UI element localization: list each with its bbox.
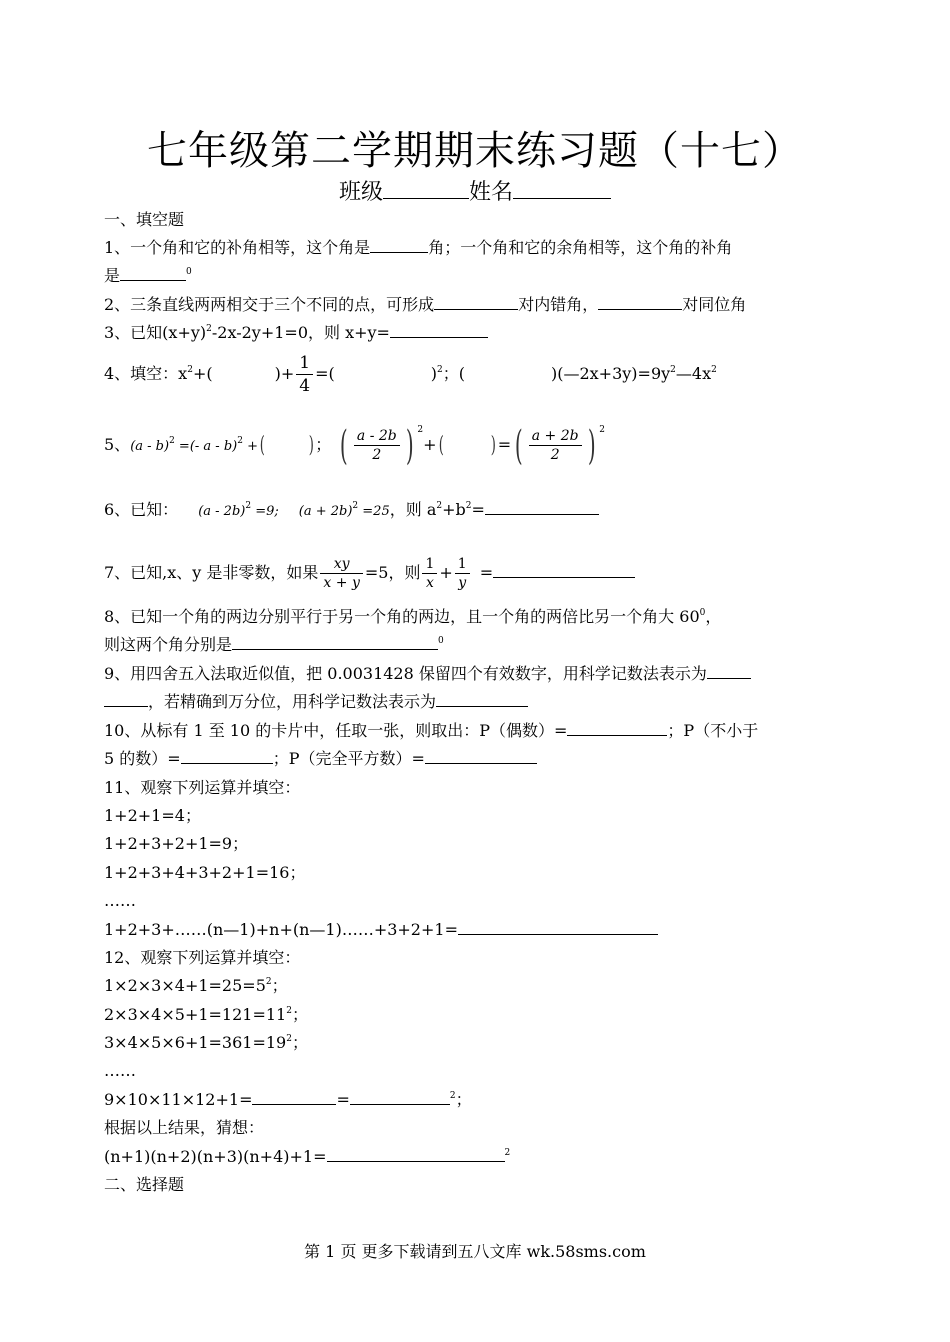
q4-exp-2: 2 xyxy=(437,365,443,375)
q12-text-l2a: 2×3×4×5+1=121=11 xyxy=(104,1005,287,1024)
question-11-line-5 xyxy=(104,916,850,944)
q12-exp-3: 2 xyxy=(286,1034,292,1044)
q12-text-l3c: ； xyxy=(291,1033,308,1052)
q9-blank-1b xyxy=(104,688,148,707)
q5-bracket-close: ) xyxy=(308,432,314,458)
question-12-ellipsis: …… xyxy=(104,1061,136,1080)
section-fill-in-heading: 一、填空题 xyxy=(104,210,185,229)
q8-degree-2: 0 xyxy=(438,636,444,646)
question-8-line-1 xyxy=(104,603,850,631)
question-3 xyxy=(104,319,850,347)
q6-expr-1: (a - 2b) xyxy=(198,504,246,519)
q1-text-c: 是 xyxy=(104,266,121,285)
q6-blank xyxy=(485,496,599,515)
q5-bracket-open: ( xyxy=(259,432,265,458)
question-12-line-1 xyxy=(104,972,850,1000)
q4-fraction xyxy=(296,352,313,397)
q9-blank-2 xyxy=(436,688,528,707)
question-12-line-2 xyxy=(104,1001,850,1029)
q12-exp-7: 2 xyxy=(504,1148,511,1158)
q7-frac-2-num: 1 xyxy=(425,556,435,572)
page-footer: 第 1 页 更多下载请到五八文库 wk.58sms.com xyxy=(304,1242,646,1261)
q2-blank-2 xyxy=(598,291,682,310)
q5-frac-1-den: 2 xyxy=(354,445,400,464)
q5-label: 5、 xyxy=(104,435,131,454)
question-11-title: 11、观察下列运算并填空： xyxy=(104,778,301,797)
q10-blank-2 xyxy=(181,745,273,764)
name-blank xyxy=(513,176,611,199)
q4-text-k: —4x xyxy=(675,364,712,383)
q4-text-a: 4、填空：x xyxy=(104,364,188,383)
q5-bracket-close-2: ) xyxy=(490,432,496,458)
q9-text-b: ，若精确到万分位，用科学记数法表示为 xyxy=(148,692,437,711)
q5-semicolon: ； xyxy=(315,435,332,454)
q7-equals: = xyxy=(479,563,494,582)
q6-text-l: = xyxy=(471,500,485,519)
q12-blank-2 xyxy=(350,1086,450,1105)
q4-text-e: =( xyxy=(315,364,335,383)
q3-blank xyxy=(390,319,488,338)
q6-value-2: =25 xyxy=(358,504,390,519)
q5-exp-1: 2 xyxy=(169,436,175,446)
q1-text-b: 角；一个角和它的余角相等，这个角的补角 xyxy=(428,238,733,257)
q10-text-a: 10、从标有 1 至 10 的卡片中，任取一张，则取出：P（偶数）= xyxy=(104,721,568,740)
question-5 xyxy=(104,420,850,472)
q5-big-paren-open-2: ( xyxy=(515,422,523,469)
q6-exp-3: 2 xyxy=(436,501,443,511)
q1-blank-2 xyxy=(120,262,186,281)
q7-blank xyxy=(493,559,635,578)
q12-text-l7a: (n+1)(n+2)(n+3)(n+4)+1= xyxy=(104,1147,327,1166)
q12-exp-1: 2 xyxy=(265,977,272,987)
q7-frac-1 xyxy=(320,555,362,592)
question-1-line-2 xyxy=(104,262,850,290)
q12-blank-3 xyxy=(327,1143,505,1162)
q12-text-l5d: ； xyxy=(455,1090,472,1109)
q5-exp-4: 2 xyxy=(599,425,605,435)
q4-text-c: +( xyxy=(192,364,213,383)
q10-text-b: ；P（不小于 xyxy=(667,721,759,740)
question-2 xyxy=(104,291,850,319)
q6-exp-2: 2 xyxy=(352,501,359,511)
q10-text-c: 5 的数）= xyxy=(104,749,181,768)
q12-text-l5b: = xyxy=(336,1090,350,1109)
q12-text-l2c: ； xyxy=(291,1005,308,1024)
class-blank xyxy=(383,176,469,199)
q6-text-j: +b xyxy=(442,500,466,519)
q5-expr-2: =(- a - b) xyxy=(174,439,238,454)
q4-exp-1: 2 xyxy=(187,365,193,375)
q5-plus: + xyxy=(242,439,258,454)
q10-blank-1 xyxy=(567,717,667,736)
q11-text-l5: 1+2+3+……(n—1)+n+(n—1)……+3+2+1= xyxy=(104,920,458,939)
q5-frac-1-num: a - 2b xyxy=(356,428,397,444)
q5-frac-1 xyxy=(354,427,400,464)
q12-text-l1c: ； xyxy=(271,976,288,995)
q5-plus-2: + xyxy=(423,435,437,454)
q12-exp-5: 2 xyxy=(449,1091,456,1101)
question-12-line-5 xyxy=(104,1086,850,1114)
q5-expr-1: (a - b) xyxy=(130,439,170,454)
q6-text-h: ，则 a xyxy=(389,500,437,519)
q12-text-l3a: 3×4×5×6+1=361=19 xyxy=(104,1033,287,1052)
q7-frac-2 xyxy=(422,555,437,592)
q8-degree-1: 0 xyxy=(699,608,706,618)
q12-blank-1 xyxy=(252,1086,336,1105)
q1-blank-1 xyxy=(370,234,428,253)
q1-text-a: 1、一个角和它的补角相等，这个角是 xyxy=(104,238,371,257)
q7-frac-3-den: y xyxy=(455,573,470,592)
q12-text-l5a: 9×10×11×12+1= xyxy=(104,1090,253,1109)
q11-blank xyxy=(458,916,658,935)
q7-frac-1-den: x + y xyxy=(320,573,362,592)
question-9-line-1 xyxy=(104,660,850,688)
q5-equals: = xyxy=(497,435,512,454)
q4-text-f: ) xyxy=(430,364,437,383)
q5-frac-2 xyxy=(529,427,582,464)
q4-text-d: )+ xyxy=(274,364,295,383)
name-label: 姓名 xyxy=(469,180,514,205)
q7-frac-3 xyxy=(455,555,470,592)
q5-frac-2-num: a + 2b xyxy=(531,428,579,444)
question-1-line-1 xyxy=(104,234,850,262)
q7-frac-3-num: 1 xyxy=(457,556,467,572)
q7-frac-1-num: xy xyxy=(333,556,350,572)
section-choice-heading: 二、选择题 xyxy=(104,1175,185,1194)
q7-text-c: =5，则 xyxy=(364,563,421,582)
q6-value-1: =9; xyxy=(251,504,279,519)
question-12-line-7 xyxy=(104,1143,850,1171)
question-12-guess: 根据以上结果，猜想： xyxy=(104,1118,265,1137)
question-11-line-3: 1+2+3+4+3+2+1=16； xyxy=(104,863,306,882)
q7-plus: + xyxy=(439,563,453,582)
q6-expr-2: (a + 2b) xyxy=(298,504,353,519)
question-12-title: 12、观察下列运算并填空： xyxy=(104,948,301,967)
question-11-line-1: 1+2+1=4； xyxy=(104,806,201,825)
q8-text-d: 则这两个角分别是 xyxy=(104,635,233,654)
q12-text-l1a: 1×2×3×4+1=25=5 xyxy=(104,976,266,995)
q6-exp-4: 2 xyxy=(465,501,472,511)
q4-exp-3: 2 xyxy=(670,365,676,375)
q5-exp-2: 2 xyxy=(237,436,243,446)
q2-text-a: 2、三条直线两两相交于三个不同的点，可形成 xyxy=(104,295,435,314)
q3-text-a: 3、已知(x+y) xyxy=(104,323,207,342)
q7-frac-2-den: x xyxy=(422,573,437,592)
q5-big-paren-open-1: ( xyxy=(340,422,349,469)
q3-text-c: -2x-2y+1=0，则 x+y= xyxy=(211,323,390,342)
q6-label: 6、已知： xyxy=(104,500,179,519)
q9-text-a: 9、用四舍五入法取近似值，把 0.0031428 保留四个有效数字，用科学记数法表示为 xyxy=(104,664,707,683)
q8-text-c: ， xyxy=(705,607,722,626)
q10-blank-3 xyxy=(425,745,537,764)
student-info-line xyxy=(0,176,950,209)
question-8-line-2 xyxy=(104,631,850,659)
q10-text-d: ；P（完全平方数）= xyxy=(272,749,425,768)
question-11-line-2: 1+2+3+2+1=9； xyxy=(104,834,249,853)
q4-exp-4: 2 xyxy=(711,365,717,375)
page-title: 七年级第二学期期末练习题（十七） xyxy=(147,128,803,174)
q2-text-c: 对同位角 xyxy=(682,295,747,314)
q7-text-a: 7、已知,x、y 是非零数，如果 xyxy=(104,563,319,582)
q5-big-paren-close-1: ) xyxy=(405,422,414,469)
q3-exp: 2 xyxy=(206,324,212,334)
q2-blank-1 xyxy=(434,291,518,310)
q4-frac-den: 4 xyxy=(296,374,313,397)
q5-exp-3: 2 xyxy=(417,425,424,435)
question-4 xyxy=(104,352,850,397)
q4-text-i: )(—2x+3y)=9y xyxy=(550,364,671,383)
question-12-line-3 xyxy=(104,1029,850,1057)
q9-blank-1a xyxy=(707,660,751,679)
q5-frac-2-den: 2 xyxy=(529,445,582,464)
q2-text-b: 对内错角， xyxy=(518,295,599,314)
class-label: 班级 xyxy=(338,180,383,205)
question-11-ellipsis: …… xyxy=(104,891,136,910)
q5-big-paren-close-2: ) xyxy=(587,422,596,469)
q8-blank xyxy=(232,631,438,650)
question-10-line-2 xyxy=(104,745,850,773)
q6-exp-1: 2 xyxy=(245,501,252,511)
question-6 xyxy=(104,494,850,528)
question-10-line-1 xyxy=(104,717,850,745)
q1-degree: 0 xyxy=(186,267,192,277)
q5-bracket-open-2: ( xyxy=(438,432,444,458)
question-9-line-2 xyxy=(104,688,850,716)
q12-exp-2: 2 xyxy=(286,1006,292,1016)
q8-text-a: 8、已知一个角的两边分别平行于另一个角的两边，且一个角的两倍比另一个角大 60 xyxy=(104,607,700,626)
q4-text-h: ；( xyxy=(442,364,465,383)
question-7 xyxy=(104,550,850,596)
q4-frac-num: 1 xyxy=(299,353,311,373)
